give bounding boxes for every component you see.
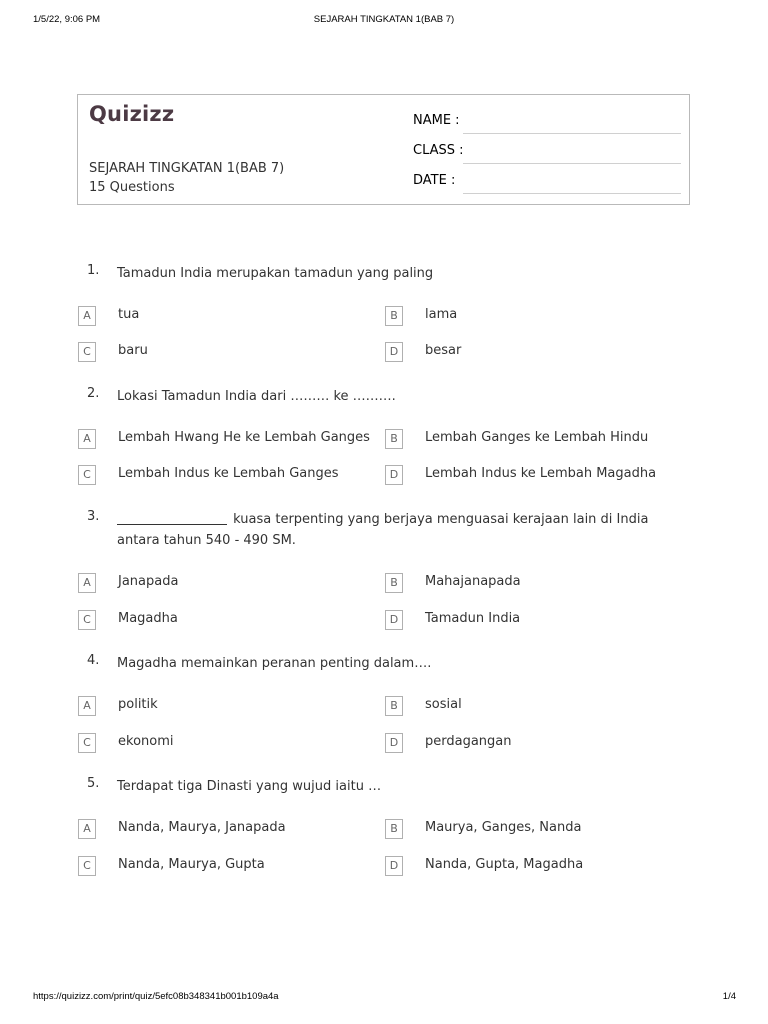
q4-option-a <box>78 696 368 718</box>
option-letter: B <box>385 573 403 593</box>
q5-option-c <box>78 856 368 878</box>
option-letter: A <box>78 696 96 716</box>
q4-option-b <box>385 696 685 718</box>
name-label: NAME : <box>413 113 460 128</box>
question-count: 15 Questions <box>89 180 175 195</box>
question-number: 5. <box>87 776 100 791</box>
option-text: ekonomi <box>118 734 174 749</box>
option-letter: D <box>385 465 403 485</box>
option-text: Janapada <box>118 574 179 589</box>
option-text: baru <box>118 343 148 358</box>
option-letter: A <box>78 429 96 449</box>
q4-option-d <box>385 733 685 755</box>
q5-option-b <box>385 819 685 841</box>
option-letter: D <box>385 342 403 362</box>
question-number: 3. <box>87 509 100 524</box>
q1-option-c <box>78 342 368 364</box>
option-letter: A <box>78 819 96 839</box>
q2-option-d <box>385 465 685 487</box>
option-letter: C <box>78 610 96 630</box>
option-text: Lembah Hwang He ke Lembah Ganges <box>118 430 370 445</box>
question-text: Lokasi Tamadun India dari ……… ke ………. <box>117 389 396 404</box>
option-text: Nanda, Gupta, Magadha <box>425 857 584 872</box>
option-letter: A <box>78 306 96 326</box>
q2-option-a <box>78 429 378 451</box>
question-number: 1. <box>87 263 100 278</box>
print-datetime: 1/5/22, 9:06 PM <box>33 14 101 25</box>
option-letter: B <box>385 306 403 326</box>
option-letter: C <box>78 465 96 485</box>
question-text: Tamadun India merupakan tamadun yang paling <box>117 266 434 281</box>
class-label: CLASS : <box>413 143 464 158</box>
option-text: perdagangan <box>425 734 512 749</box>
print-footer <box>0 991 768 1005</box>
date-line <box>463 193 681 194</box>
option-text: Lembah Ganges ke Lembah Hindu <box>425 430 649 445</box>
question-text: kuasa terpenting yang berjaya menguasai kerajaan lain di India antara tahun 540 - 490 SM. <box>117 512 649 548</box>
answer-blank-line <box>117 510 227 525</box>
print-url[interactable]: https://quizizz.com/print/quiz/5efc08b348341b001b109a4a <box>33 991 279 1002</box>
option-letter: A <box>78 573 96 593</box>
q3-option-b <box>385 573 685 595</box>
option-text: Mahajanapada <box>425 574 521 589</box>
option-text: Lembah Indus ke Lembah Ganges <box>118 466 339 481</box>
class-line <box>463 163 681 164</box>
q1-option-a <box>78 306 368 328</box>
class-field <box>413 143 681 165</box>
option-text: lama <box>425 307 458 322</box>
option-text: politik <box>118 697 158 712</box>
option-letter: D <box>385 733 403 753</box>
option-letter: C <box>78 342 96 362</box>
option-letter: B <box>385 429 403 449</box>
option-text: Nanda, Maurya, Janapada <box>118 820 286 835</box>
q4-option-c <box>78 733 368 755</box>
option-letter: D <box>385 856 403 876</box>
question-text: Magadha memainkan peranan penting dalam…. <box>117 656 432 671</box>
date-field <box>413 173 681 195</box>
option-text: Nanda, Maurya, Gupta <box>118 857 265 872</box>
option-letter: D <box>385 610 403 630</box>
q1-option-d <box>385 342 685 364</box>
option-letter: B <box>385 696 403 716</box>
name-field <box>413 113 681 135</box>
option-letter: C <box>78 856 96 876</box>
q3-option-a <box>78 573 368 595</box>
quizizz-logo: Quizizz <box>89 102 175 126</box>
print-header <box>0 14 768 28</box>
quiz-header-box <box>77 94 690 205</box>
q2-option-c <box>78 465 378 487</box>
question-text-wrap <box>117 509 690 551</box>
q3-option-d <box>385 610 685 632</box>
question-number: 4. <box>87 653 100 668</box>
option-letter: C <box>78 733 96 753</box>
question-text: Terdapat tiga Dinasti yang wujud iaitu … <box>117 779 382 794</box>
q5-option-d <box>385 856 685 878</box>
question-number: 2. <box>87 386 100 401</box>
q3-option-c <box>78 610 368 632</box>
q2-option-b <box>385 429 685 451</box>
q1-option-b <box>385 306 685 328</box>
quiz-title: SEJARAH TINGKATAN 1(BAB 7) <box>89 161 285 176</box>
option-text: besar <box>425 343 462 358</box>
option-text: Tamadun India <box>425 611 521 626</box>
print-doc-title: SEJARAH TINGKATAN 1(BAB 7) <box>313 14 455 25</box>
option-text: sosial <box>425 697 462 712</box>
date-label: DATE : <box>413 173 456 188</box>
name-line <box>463 133 681 134</box>
option-letter: B <box>385 819 403 839</box>
q5-option-a <box>78 819 368 841</box>
option-text: Magadha <box>118 611 178 626</box>
option-text: Maurya, Ganges, Nanda <box>425 820 582 835</box>
option-text: Lembah Indus ke Lembah Magadha <box>425 466 657 481</box>
page-number: 1/4 <box>722 991 736 1002</box>
option-text: tua <box>118 307 140 322</box>
